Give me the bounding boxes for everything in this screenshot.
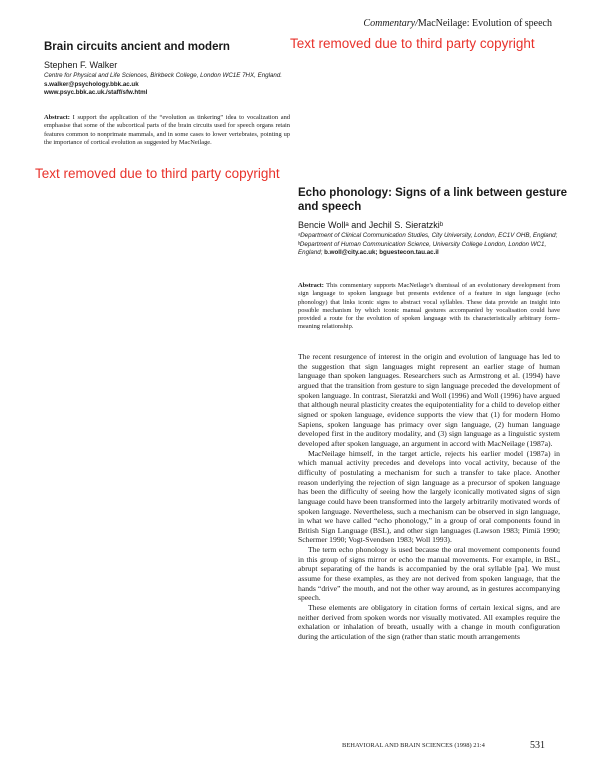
woll-title: Echo phonology: Signs of a link between gesture and speech <box>298 187 567 213</box>
running-header-plain: MacNeilage: Evolution of speech <box>417 18 552 29</box>
woll-abstract-label: Abstract: <box>298 282 324 289</box>
walker-affiliation-text: Centre for Physical and Life Sciences, Birkbeck College, London WC1E 7HX, England. <box>44 72 283 79</box>
woll-email-2[interactable]: bguestecon.tau.ac.il <box>379 249 439 257</box>
woll-email[interactable]: b.woll@city.ac.uk; <box>324 249 378 257</box>
body-paragraph: These elements are obligatory in citation forms of certain lexical signs, and are neither derived from spoken words nor visually motivated. All examples require the exhalation or inhalation of breath, usually with a change in mouth configuration during the articulation of the sign (rather than static mouth arrangements <box>298 603 560 642</box>
walker-title: Brain circuits ancient and modern <box>44 41 230 53</box>
copyright-notice-left: Text removed due to third party copyright <box>35 166 280 181</box>
walker-url[interactable]: www.psyc.bbk.ac.uk./staff/sfw.html <box>44 89 148 97</box>
walker-email[interactable]: s.walker@psychology.bbk.ac.uk <box>44 80 139 88</box>
journal-footer: BEHAVIORAL AND BRAIN SCIENCES (1998) 21:4 <box>342 742 485 749</box>
walker-affiliation <box>44 72 284 98</box>
walker-abstract <box>44 114 290 147</box>
walker-abstract-text: I support the application of the “evolution as tinkering” idea to vocalization and emphasise that some of the subcortical parts of the brain circuits used for speech organs retain features common to nonprimate mammals, and in some cases to lower vertebrates, pointing up the importance of cortical evolution as suggested by MacNeilage. <box>44 114 290 146</box>
woll-authors: Bencie Wollᵃ and Jechil S. Sieratzkiᵇ <box>298 220 444 230</box>
walker-abstract-label: Abstract: <box>44 114 70 121</box>
running-header <box>363 18 552 29</box>
copyright-notice-right: Text removed due to third party copyright <box>290 36 535 51</box>
body-paragraph: The term echo phonology is used because the oral movement components found in this group of signs mirror or echo the manual movements. For example, in BSL, abrupt separating of the hands is accompanied by the oral syllable [pa]. We must assume for these examples, as they are not derived from spoken language, that the hands “drive” the mouth, and not the other way around, as in gestures accompanying speech. <box>298 545 560 603</box>
body-paragraph: The recent resurgence of interest in the origin and evolution of language has led to the suggestion that sign languages might represent an earlier stage of human language than spoken languages. Researchers such as Armstrong et al. (1994) have argued that the transition from gesture to sign language preceded the development of spoken language. In contrast, Sieratzki and Woll (1996) and Woll (1996) have argued that although neural plasticity creates the equipotentiality for a child to develop either signed or spoken language, evidence supports the view that (1) for modern Homo Sapiens, spoken language has primacy over sign language, (2) human language developed first in the auditory modality, and (3) sign language as a linguistic system developed after spoken language, an argument in accord with MacNeilage (1987a). <box>298 352 560 448</box>
woll-body <box>298 352 560 642</box>
body-paragraph: MacNeilage himself, in the target article, rejects his earlier model (1987a) in which manual activity precedes and develops into vocal activity, because of the difficulty of postulating a mechanism for such a transfer to take place. Another reason underlying the rejection of sign language as a precursor of spoken language has been the difficulty of seeing how the largely iconically motivated signs of sign language could have been transformed into the largely arbitrarily motivated words of spoken language. Nevertheless, such a mechanism can be observed in sign language, in what we have called “echo phonology,” in a group of oral components found in British Sign Language (BSL), and other sign languages (Lawson 1983; Pimiä 1990; Schermer 1990; Vogt-Svendsen 1983; Woll 1993). <box>298 448 560 545</box>
woll-abstract <box>298 282 560 332</box>
woll-affiliation <box>298 232 560 258</box>
running-header-italic: Commentary/ <box>363 18 418 29</box>
woll-affiliation-text: ᵃDepartment of Clinical Communication Studies, City University, London, EC1V OHB, England; ᵇDepartment of Human Communication Science, University College London, London WC1, England; <box>298 232 558 257</box>
walker-author: Stephen F. Walker <box>44 60 118 70</box>
woll-abstract-text: This commentary supports MacNeilage’s dismissal of an evolutionary development from sign language to spoken language but presents evidence of a feature in sign language (echo phonology) that links iconic signs to abstract vocal syllables. These data provide an insight into possible mechanism by which iconic manual gestures accompanied by vocalisation could have provided a route for the evolution of spoken language with its characteristically arbitrary form–meaning relationship. <box>298 282 560 331</box>
page-number: 531 <box>530 740 545 751</box>
